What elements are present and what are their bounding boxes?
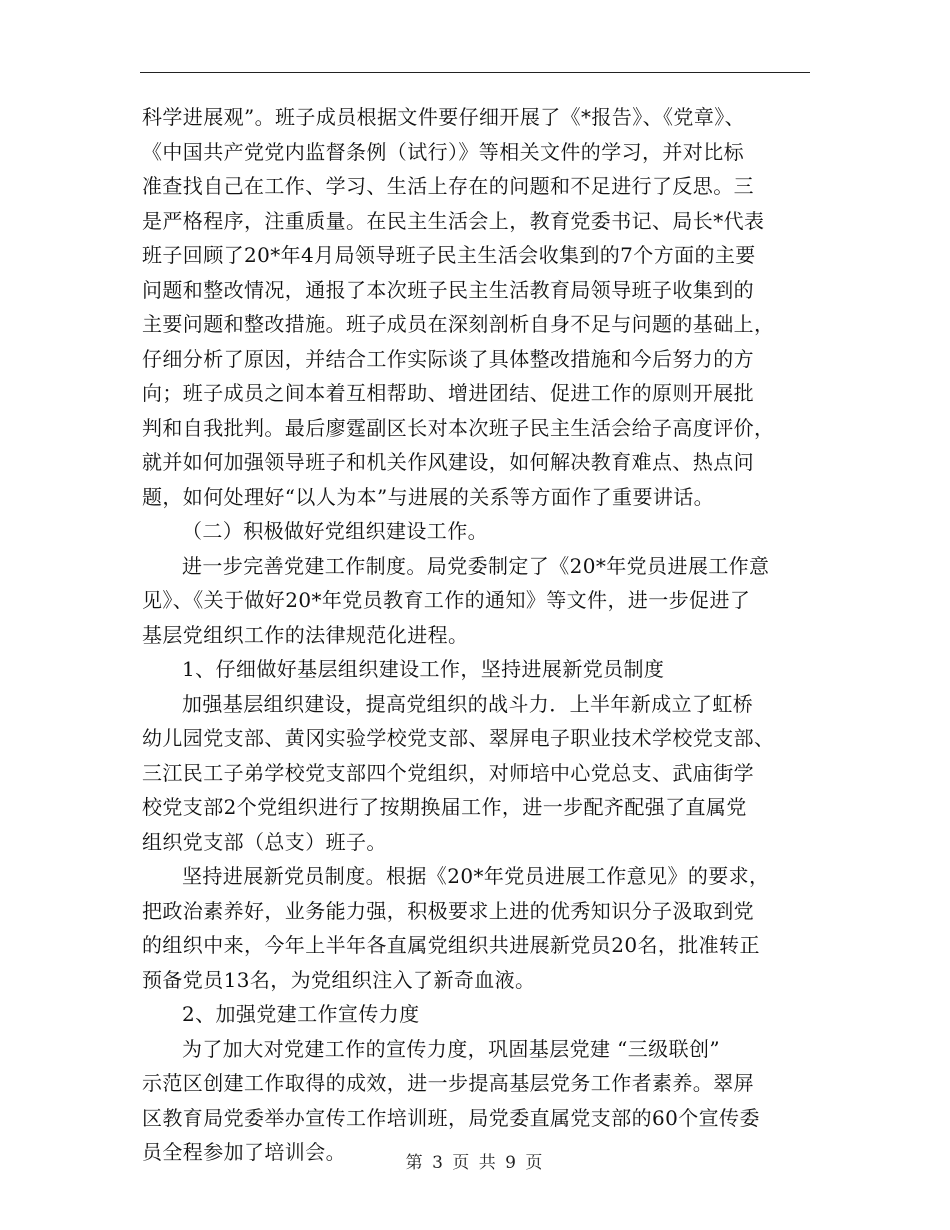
text-line: 示范区创建工作取得的成效，进一步提高基层党务工作者素养。翠屏	[142, 1071, 754, 1095]
text-line: 向；班子成员之间本着互相帮助、增进团结、促进工作的原则开展批	[142, 381, 754, 405]
text-line: 基层党组织工作的法律规范化进程。	[142, 622, 469, 647]
text-line: 组织党支部（总支）班子。	[142, 829, 387, 854]
document-body	[142, 100, 810, 1170]
header-rule	[140, 72, 810, 73]
text-line: 校党支部2个党组织进行了按期换届工作，进一步配齐配强了直属党	[142, 795, 747, 819]
text-line: 判和自我批判。最后廖霆副区长对本次班子民主生活会给子高度评价，	[142, 415, 775, 440]
text-line: 区教育局党委举办宣传工作培训班，局党委直属党支部的60个宣传委	[142, 1105, 760, 1130]
text-line: 坚持进展新党员制度。根据《20*年党员进展工作意见》的要求，	[182, 864, 770, 888]
text-line: 仔细分析了原因，并结合工作实际谈了具体整改措施和今后努力的方	[142, 346, 754, 371]
text-line: 科学进展观”。班子成员根据文件要仔细开展了《*报告》、《党章》、	[142, 105, 746, 129]
subsection-heading: 2、加强党建工作宣传力度	[182, 1002, 420, 1026]
section-heading: （二）积极做好党组织建设工作。	[182, 519, 488, 543]
text-line: 准查找自己在工作、学习、生活上存在的问题和不足进行了反思。三	[142, 174, 754, 198]
text-line: 三江民工子弟学校党支部四个党组织，对师培中心党总支、武庙街学	[142, 760, 754, 785]
text-line: 进一步完善党建工作制度。局党委制定了《20*年党员进展工作意	[182, 553, 770, 578]
text-line: 见》、《关于做好20*年党员教育工作的通知》等文件，进一步促进了	[142, 588, 751, 612]
text-line: 预备党员13名，为党组织注入了新奇血液。	[142, 967, 536, 992]
text-line: 《中国共产党党内监督条例（试行）》等相关文件的学习，并对比标	[142, 139, 744, 164]
subsection-heading: 1、仔细做好基层组织建设工作，坚持进展新党员制度	[182, 657, 665, 681]
text-line: 是严格程序，注重质量。在民主生活会上，教育党委书记、局长*代表	[142, 208, 765, 233]
text-line: 加强基层组织建设，提高党组织的战斗力．上半年新成立了虹桥	[182, 691, 754, 716]
page-footer: 第 3 页 共 9 页	[405, 1153, 545, 1173]
text-line: 班子回顾了20*年4月局领导班子民主生活会收集到的7个方面的主要	[142, 243, 756, 267]
text-line: 的组织中来，今年上半年各直属党组织共进展新党员20名，批准转正	[142, 933, 760, 957]
text-line: 为了加大对党建工作的宣传力度，巩固基层党建 “三级联创”	[182, 1036, 721, 1061]
text-line: 员全程参加了培训会。	[142, 1140, 346, 1164]
text-line: 就并如何加强领导班子和机关作风建设，如何解决教育难点、热点问	[142, 450, 754, 474]
text-line: 主要问题和整改措施。班子成员在深刻剖析自身不足与问题的基础上，	[142, 312, 775, 336]
text-line: 幼儿园党支部、黄冈实验学校党支部、翠屏电子职业技术学校党支部、	[142, 726, 775, 750]
text-line: 把政治素养好，业务能力强，积极要求上进的优秀知识分子汲取到党	[142, 898, 754, 923]
text-line: 题，如何处理好“以人为本”与进展的关系等方面作了重要讲话。	[142, 484, 715, 509]
text-line: 问题和整改情况，通报了本次班子民主生活教育局领导班子收集到的	[142, 277, 754, 302]
